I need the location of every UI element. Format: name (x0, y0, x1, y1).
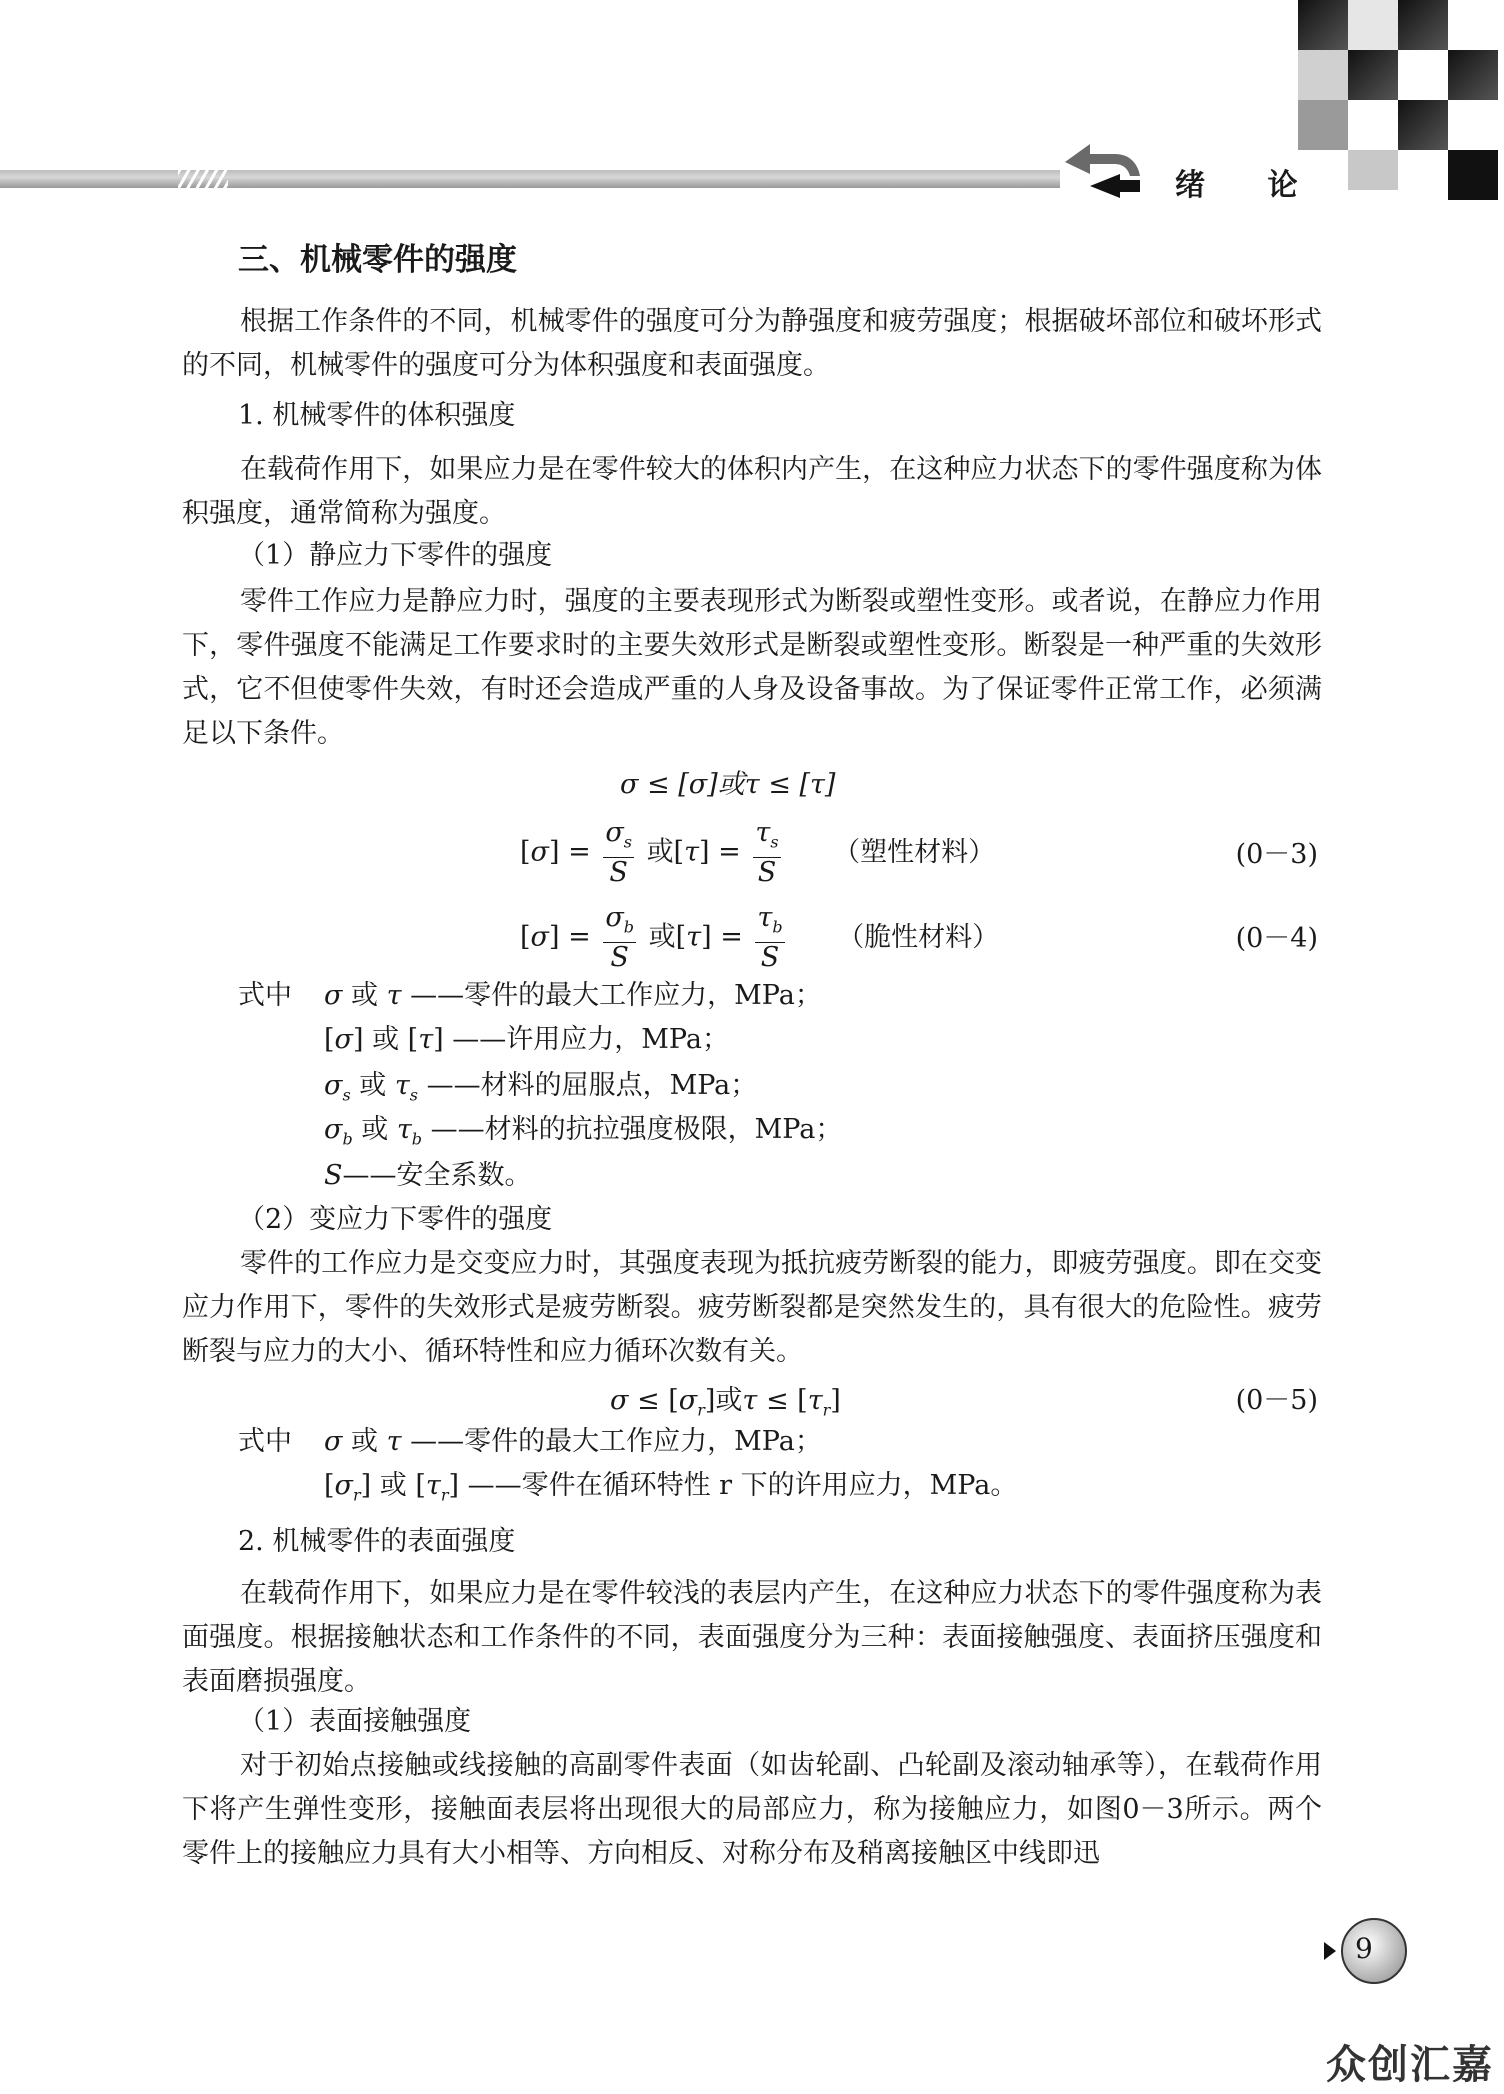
equation-0-4: [σ] = $\frac{\sigma_b}{S}$ 或[τ] = $\frac{\tau_b}{S}$ （脆性材料） (520, 902, 1000, 974)
variable-stress-title: （2）变应力下零件的强度 (238, 1204, 553, 1235)
header-arrow-icon (1060, 134, 1160, 204)
where-label: 式中 (238, 1426, 292, 1457)
equation-0-3: [σ] = $\frac{\sigma_s}{S}$ 或[τ] = $\frac{\tau_s}{S}$ （塑性材料） (520, 817, 996, 889)
where-label: 式中 (238, 980, 292, 1011)
equation-0-3-note: （塑性材料） (833, 836, 996, 868)
static-stress-title: （1）静应力下零件的强度 (238, 540, 553, 571)
contact-strength-paragraph: 对于初始点接触或线接触的高副零件表面（如齿轮副、凸轮副及滚动轴承等），在载荷作用下将产生弹性变形，接触面表层将出现很大的局部应力，称为接触应力，如图0－3所示。两个零件上的接触应力具有大小相等、方向相反、对称分布及稍离接触区中线即迅 (182, 1750, 1322, 1869)
static-stress-paragraph: 零件工作应力是静应力时，强度的主要表现形式为断裂或塑性变形。或者说，在静应力作用下，零件强度不能满足工作要求时的主要失效形式是断裂或塑性变形。断裂是一种严重的失效形式，它不但使零件失效，有时还会造成严重的人身及设备事故。为了保证零件正常工作，必须满足以下条件。 (182, 586, 1322, 749)
definition-row: σ 或 τ ——零件的最大工作应力，MPa； (324, 1426, 822, 1457)
chapter-title: 绪 论 (1175, 168, 1324, 203)
equation-0-5: $\sigma \le [\sigma_r]$或$\tau \le [\tau_r]$ (610, 1385, 841, 1420)
subsection-title-surface: 2. 机械零件的表面强度 (238, 1526, 516, 1557)
definition-row: $[\sigma_r]$ 或 $[\tau_r]$ ——零件在循环特性 r 下的许用应力，MPa。 (324, 1470, 1018, 1505)
equation-0-4-note: （脆性材料） (837, 921, 1000, 953)
definition-row: S——安全系数。 (324, 1160, 532, 1191)
equation-0-4-number: (0－4) (1235, 923, 1318, 954)
checkerboard-decoration (1298, 0, 1504, 200)
page-number: 9 (1355, 1932, 1373, 1965)
intro-paragraph: 根据工作条件的不同，机械零件的强度可分为静强度和疲劳强度；根据破坏部位和破坏形式的不同，机械零件的强度可分为体积强度和表面强度。 (182, 306, 1322, 381)
header-bar (0, 170, 1060, 188)
watermark-brand: 众创汇嘉 (1326, 2042, 1494, 2088)
equation-0-3-number: (0－3) (1235, 839, 1318, 870)
surface-strength-paragraph: 在载荷作用下，如果应力是在零件较浅的表层内产生，在这种应力状态下的零件强度称为表面强度。根据接触状态和工作条件的不同，表面强度分为三种：表面接触强度、表面挤压强度和表面磨损强度。 (182, 1578, 1322, 1697)
variable-stress-paragraph: 零件的工作应力是交变应力时，其强度表现为抵抗疲劳断裂的能力，即疲劳强度。即在交变应力作用下，零件的失效形式是疲劳断裂。疲劳断裂都是突然发生的，具有很大的危险性。疲劳断裂与应力的大小、循环特性和应力循环次数有关。 (182, 1248, 1322, 1367)
definition-row: σ 或 τ ——零件的最大工作应力，MPa； (324, 980, 822, 1011)
equation-0-5-number: (0－5) (1235, 1385, 1318, 1416)
definition-row: $\sigma_b$ 或 $\tau_b$ ——材料的抗拉强度极限，MPa； (324, 1114, 843, 1149)
volume-strength-paragraph: 在载荷作用下，如果应力是在零件较大的体积内产生，在这种应力状态下的零件强度称为体积强度，通常简称为强度。 (182, 454, 1322, 529)
contact-strength-title: （1）表面接触强度 (238, 1706, 472, 1737)
definition-row: $\sigma_s$ 或 $\tau_s$ ——材料的屈服点，MPa； (324, 1070, 758, 1105)
strength-condition: σ ≤ [σ]或τ ≤ [τ] (620, 769, 836, 800)
section-title: 三、机械零件的强度 (238, 242, 517, 278)
subsection-title-volume: 1. 机械零件的体积强度 (238, 400, 516, 431)
header-bar-hatch (178, 170, 228, 188)
definition-row: [σ] 或 [τ] ——许用应力，MPa； (324, 1024, 729, 1055)
